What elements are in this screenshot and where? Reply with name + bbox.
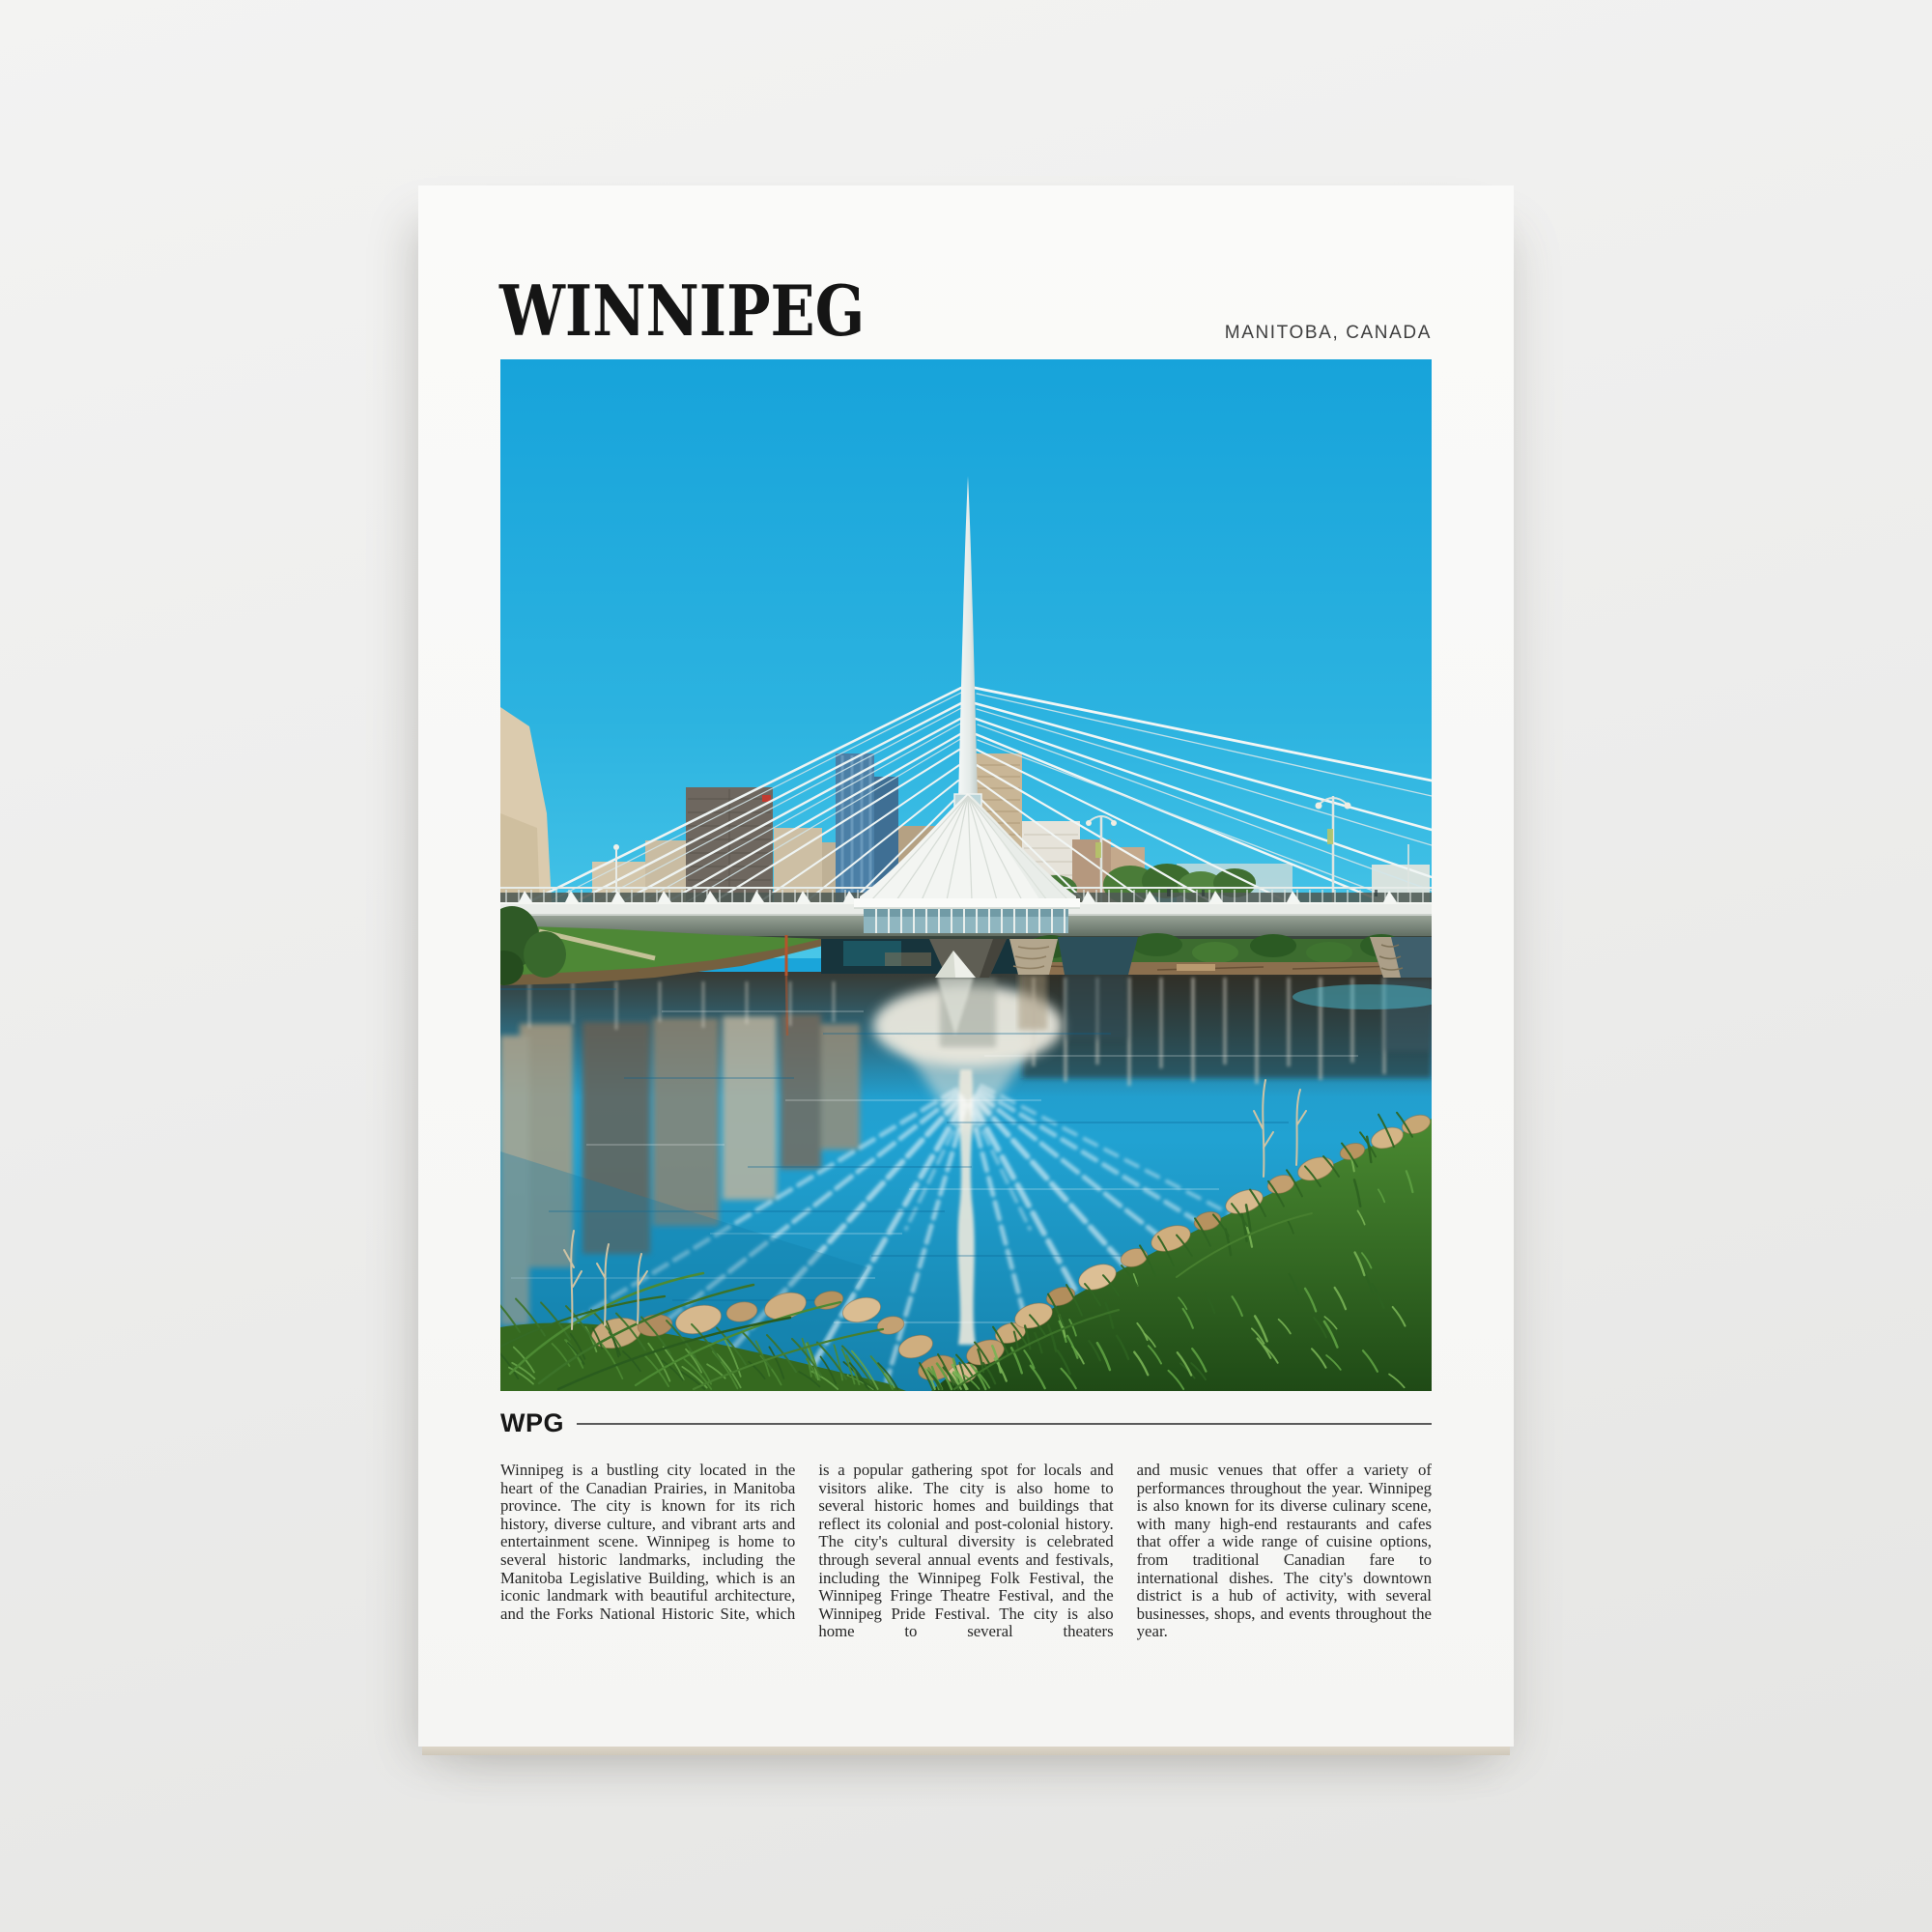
body-column-2: is a popular gathering spot for locals and visitors alike. The city is also home to several historic homes and buildings that reflect its colonial and post-colonial history. The city's cultural diversity is celebrated through several annual events and festivals, including the Winnipeg Folk Festival, the Winnipeg Fringe Theatre Festival, and the Winnipeg Pride Festival. The city is also home to several theaters — [818, 1461, 1114, 1641]
body-text — [500, 1462, 1432, 1641]
bridge-photo-illustration — [500, 359, 1432, 1391]
body-column-1: Winnipeg is a bustling city located in the heart of the Canadian Prairies, in Manitoba province. The city is known for its rich history, diverse culture, and vibrant arts and entertainment scene. Winnipeg is home to several historic landmarks, including the Manitoba Legislative Building, which is an iconic landmark with beautiful architecture, and the Forks National Historic Site, which — [500, 1461, 796, 1623]
travel-poster — [418, 185, 1514, 1747]
body-column-3: and music venues that offer a variety of performances throughout the year. Winnipeg is also known for its diverse culinary scene, with many high-end restaurants and cafes that offer a wide range of cuisine options, from traditional Canadian fare to international dishes. The city's downtown district is a hub of activity, with several businesses, shops, and events throughout the year. — [1136, 1461, 1432, 1641]
abbreviation-row — [500, 1408, 1432, 1438]
page-title: WINNIPEG — [499, 270, 866, 352]
divider-line — [577, 1423, 1432, 1425]
abbreviation-label: WPG — [500, 1408, 564, 1437]
poster-photo — [500, 359, 1432, 1391]
location-label: MANITOBA, CANADA — [1224, 323, 1432, 343]
